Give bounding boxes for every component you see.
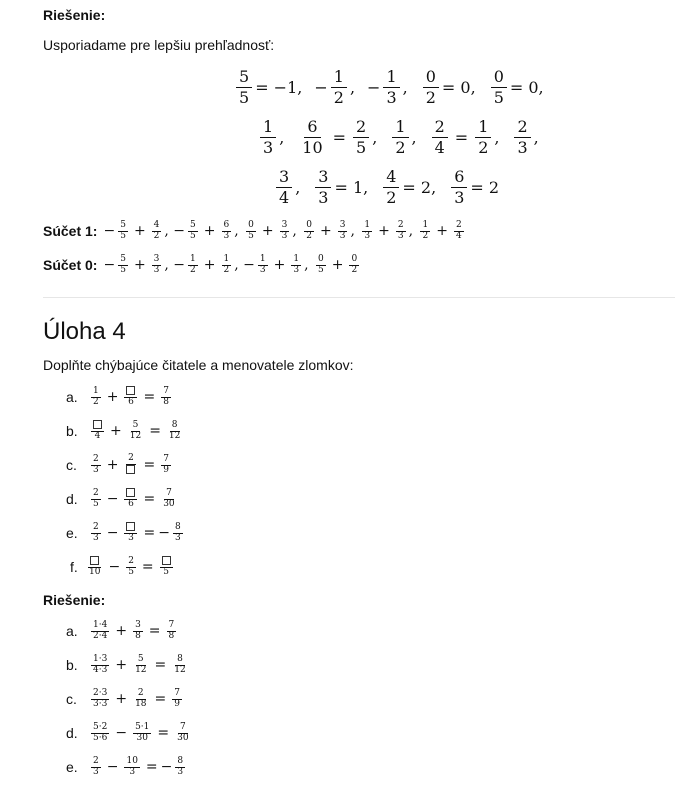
fraction: $\frac{2}{4}$ [432,117,448,158]
fraction: $\frac{0}{5}$ [491,67,507,108]
math-row-2: 1 3 , $\frac{6}{10}$ = $\frac{2}{5}$ , 1 2 , $\frac{2}{4}$ = $\frac{1}{2}$ , 2 3 , [257,118,539,156]
sum-1-expression: − 5 5 + $\frac{4}{2}$ , − 5 5 + $\frac{6}{3}$ , 0 5 + $\frac{3}{3}$ , 0 2 + $\frac{3}{3}$ , 1 3 + $\frac{2}{3}$ , 1 2 + $\frac{2}{4}$ [103,219,462,241]
blank-box [162,556,171,565]
math-text: = 0, [441,77,476,97]
fraction: 2 5 [93,487,99,509]
fraction: $\frac{0}{2}$ [423,67,439,108]
fraction: $\frac{8}{3}$ [174,521,181,543]
fraction: 2 3 [93,453,99,475]
section-divider [43,297,675,298]
fraction: $\frac{6}{10}$ [302,116,323,157]
solution-heading: Riešenie: [43,592,106,608]
solution-item-a: a. 1·4 2·4 + $\frac{3}{8}$ = $\frac{7}{8}$ [66,619,175,641]
fraction: 1·4 2·4 [93,619,108,641]
task-title: Úloha 4 [43,318,126,345]
task-item-e: e. 2 3 − 3 = − $\frac{8}{3}$ [66,521,181,543]
fraction: $\frac{7}{8}$ [168,619,175,641]
sum-0-line [43,252,362,278]
fraction: 10 [87,556,102,578]
fraction: $\frac{7}{30}$ [163,487,175,509]
fraction: 1 3 [260,117,276,158]
fraction: 4 [91,420,104,442]
sum-0-label: Súčet 0: [43,257,98,273]
fraction: $\frac{1}{2}$ [331,67,347,108]
fraction: 1 2 [93,385,99,407]
item-label: a. [66,389,78,405]
fraction: $\frac{7}{30}$ [177,721,189,743]
task-item-c: c. 2 3 + 2 = $\frac{7}{9}$ [66,453,169,475]
fraction: 1·3 4·3 [93,653,108,675]
minus-sign: − [314,77,328,97]
sum-0-expression: − 5 5 + $\frac{3}{3}$ , − 1 2 + $\frac{1}{2}$ , − 1 3 + $\frac{1}{3}$ , 0 5 + $\frac{0}{2}$ [103,253,358,275]
task-item-b: b. 4 + $\frac{5}{12}$ = $\frac{8}{12}$ [66,419,181,441]
fraction: 2 3 [93,755,99,777]
fraction: $\frac{7}{9}$ [174,687,180,709]
equals-sign: = [332,127,347,147]
fraction: 5·2 5·6 [93,721,108,743]
blank-box [93,420,102,429]
fraction: 2·3 3·3 [93,687,108,709]
solution-item-e: e. 2 3 − $\frac{10}{3}$ = − $\frac{8}{3}$ [66,755,184,777]
blank-box [126,465,135,474]
fraction: $\frac{2}{5}$ [353,117,369,158]
solution-item-b: b. 1·3 4·3 + $\frac{5}{12}$ = $\frac{8}{12}$ [66,653,186,675]
math-text: = 0, [509,77,544,97]
fraction: 3 [124,522,137,544]
task-instruction: Doplňte chýbajúce čitatele a menovatele zlomkov: [43,357,354,373]
math-text: = −1, [255,77,303,97]
item-label: d. [66,725,78,741]
fraction: 6 [124,488,137,510]
solution-item-d: d. 5·2 5·6 − $\frac{5\cdot 1}{30}$ = $\frac{7}{30}$ [66,721,189,743]
fraction: 2 3 [93,521,99,543]
item-label: e. [66,759,78,775]
fraction: $\frac{2}{5}$ [128,555,134,577]
math-text: = 2, [402,177,437,197]
sum-1-line [43,218,467,244]
fraction: 2 [124,454,137,476]
fraction: $\frac{6}{3}$ [451,167,467,208]
fraction: $\frac{7}{9}$ [163,453,169,475]
item-label: c. [66,457,77,473]
item-label: f. [70,559,78,575]
fraction: $\frac{5}{12}$ [129,419,142,441]
fraction: $\frac{4}{2}$ [383,167,399,208]
fraction: $\frac{7}{8}$ [163,385,169,407]
item-label: d. [66,491,78,507]
fraction: $\frac{8}{12}$ [168,419,181,441]
task-item-a: a. 1 2 + 6 = $\frac{7}{8}$ [66,385,169,407]
item-label: e. [66,525,78,541]
fraction: 5 [160,556,173,578]
fraction: $\frac{3}{8}$ [135,619,141,641]
fraction: $\frac{2}{18}$ [135,687,147,709]
blank-box [90,556,99,565]
solution-intro: Usporiadame pre lepšiu prehľadnosť: [43,37,275,53]
blank-box [126,488,135,497]
fraction: $\frac{1}{2}$ [475,117,491,158]
fraction: $\frac{5}{12}$ [135,653,147,675]
item-label: b. [66,657,78,673]
blank-box [126,522,135,531]
math-row-3: 3 4 , $\frac{3}{3}$ = 1, $\frac{4}{2}$ = 2, $\frac{6}{3}$ = 2 [273,168,499,206]
solution-item-c: c. 2·3 3·3 + $\frac{2}{18}$ = $\frac{7}{9}$ [66,687,180,709]
fraction: $\frac{3}{3}$ [315,167,331,208]
task-item-f: f. 10 − $\frac{2}{5}$ = 5 [70,554,176,580]
solution-heading: Riešenie: [43,7,106,23]
fraction: 2 3 [514,117,530,158]
fraction: $\frac{8}{3}$ [177,755,184,777]
item-label: c. [66,691,77,707]
fraction: $\frac{1}{3}$ [383,67,399,108]
minus-sign: − [367,77,381,97]
fraction: $\frac{5\cdot 1}{30}$ [135,721,150,743]
fraction: $\frac{8}{12}$ [174,653,186,675]
fraction: $\frac{10}{3}$ [126,755,138,777]
math-text: = 1, [334,177,369,197]
sum-1-label: Súčet 1: [43,223,98,239]
fraction: $\frac{5}{5}$ [236,67,252,108]
math-row-1: $\frac{5}{5}$ = −1, − $\frac{1}{2}$ , − $\frac{1}{3}$ , $\frac{0}{2}$ = 0, $\frac{0}{5}$ = 0, [233,68,544,106]
fraction: 6 [124,386,137,408]
fraction: 1 2 [392,117,408,158]
blank-box [126,386,135,395]
equals-sign: = [454,127,469,147]
item-label: b. [66,423,78,439]
math-text: = 2 [470,177,500,197]
item-label: a. [66,623,78,639]
task-item-d: d. 2 5 − 6 = $\frac{7}{30}$ [66,487,175,509]
fraction: 3 4 [276,167,292,208]
